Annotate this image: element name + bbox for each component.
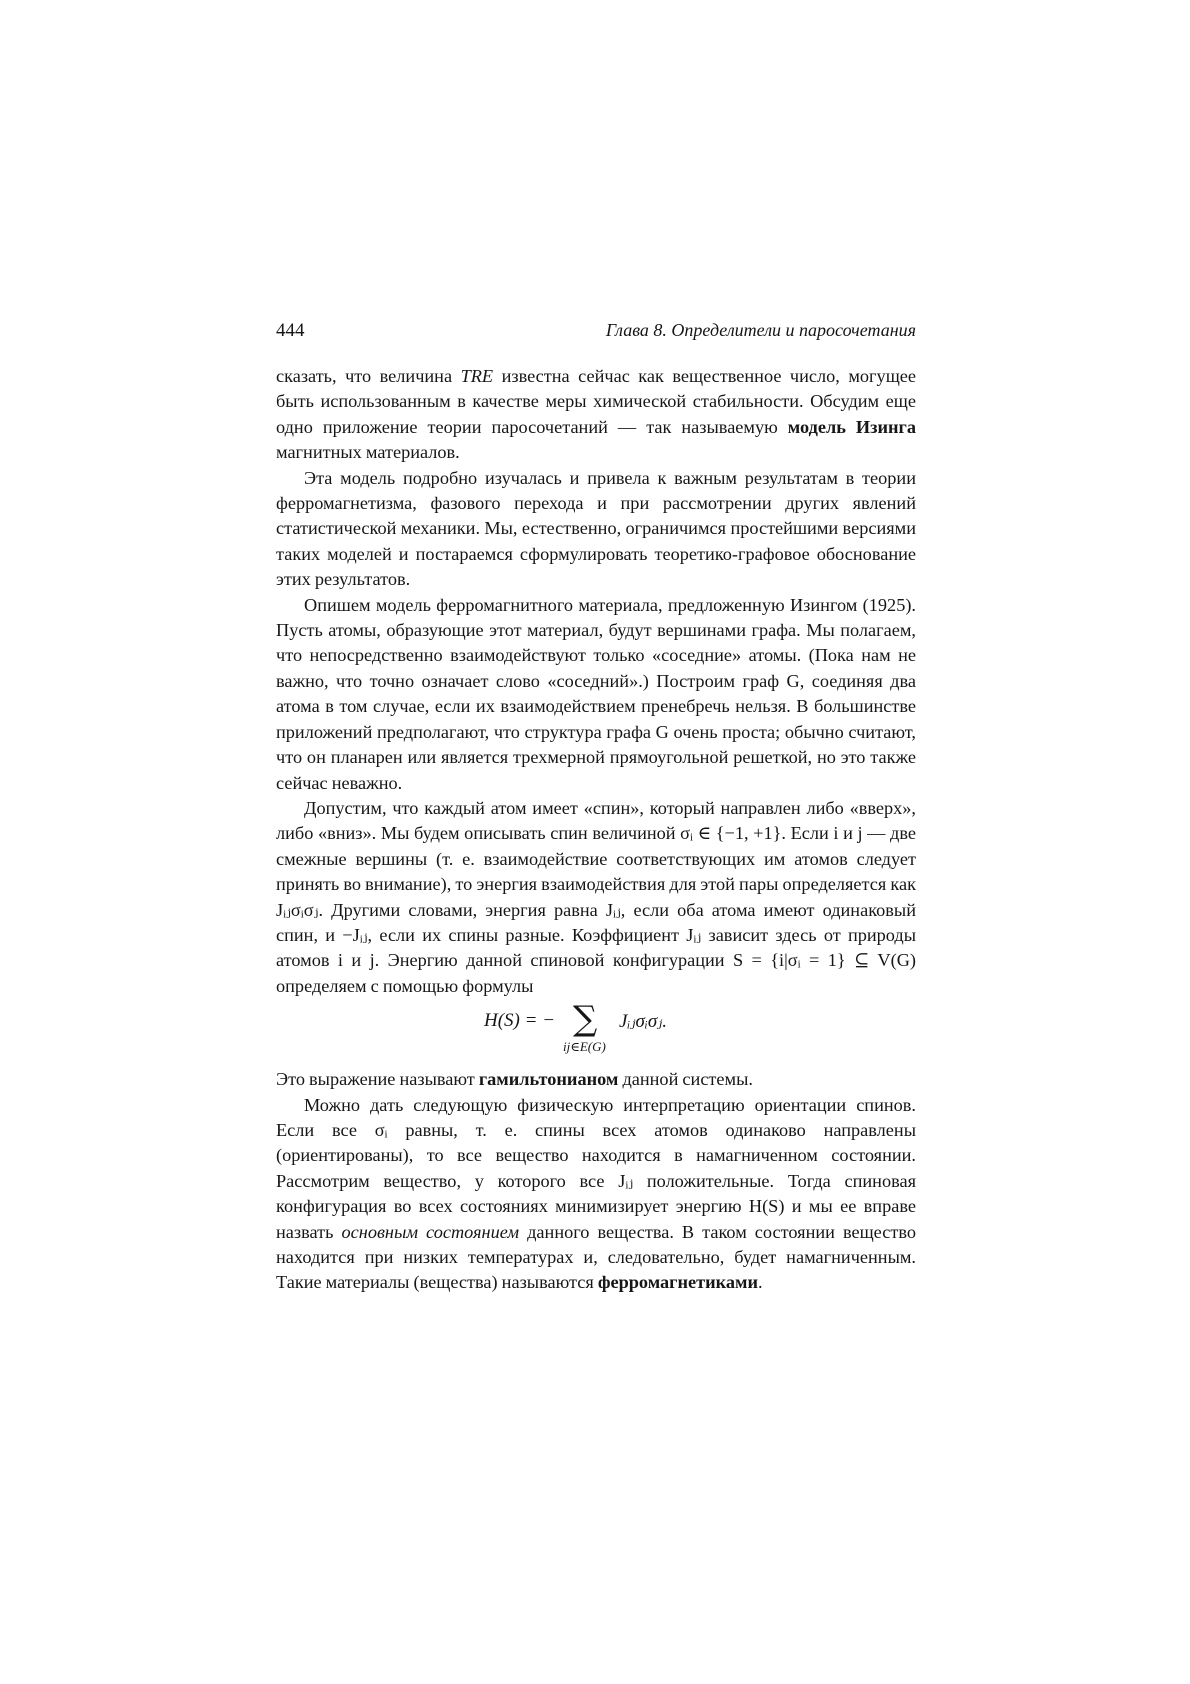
- hamiltonian-formula: [276, 1001, 916, 1063]
- p5-text-b: данной системы.: [618, 1069, 753, 1090]
- paragraph-3: Опишем модель ферромагнитного материала, предложенную Изингом (1925). Пусть атомы, образующие этот материал, будут вершинами графа. Мы полагаем, что непосредственно взаимодействуют только «соседние» атомы. (Пока нам не важно, что точно означает слово «соседний».) Построим граф G, соединяя два атома в том случае, если их взаимодействием пренебречь нельзя. В большинстве приложений предполагают, что структура графа G очень проста; обычно считают, что он планарен или является трехмерной прямоугольной решеткой, но это также сейчас неважно.: [276, 594, 916, 793]
- paragraph-4: Допустим, что каждый атом имеет «спин», который направлен либо «вверх», либо «вниз». Мы будем описывать спин величиной σᵢ ∈ {−1, +1}. Если i и j — две смежные вершины (т. е. взаимодействие соответствующих им атомов следует принять во внимание), то энергия взаимодействия для этой пары определяется как Jᵢⱼσᵢσⱼ. Другими словами, энергия равна Jᵢⱼ, если оба атома имеют одинаковый спин, и −Jᵢⱼ, если их спины разные. Коэффициент Jᵢⱼ зависит здесь от природы атомов i и j. Энергию данной спиновой конфигурации S = {i|σᵢ = 1} ⊆ V(G) определяем с помощью формулы: [276, 797, 916, 996]
- summation-subscript: ij∈E(G): [563, 1039, 606, 1055]
- p1-text-a: сказать, что величина: [276, 366, 461, 386]
- summation-symbol: ∑: [573, 999, 598, 1040]
- ising-model-term: модель Изинга: [787, 416, 916, 437]
- ferromagnets-term: ферромагнетиками: [597, 1272, 759, 1293]
- ground-state-term: основным состоянием: [341, 1221, 520, 1242]
- p1-text-c: магнитных материалов.: [276, 442, 460, 463]
- paragraph-2: Эта модель подробно изучалась и привела к важным результатам в теории ферромагнетизма, фазового перехода и при рассмотрении других явлений статистической механики. Мы, естественно, ограничимся простейшими версиями таких моделей и постараемся сформулировать теоретико-графовое обоснование этих результатов.: [276, 467, 916, 590]
- running-head: [276, 318, 916, 342]
- chapter-title: Глава 8. Определители и паросочетания: [605, 320, 916, 340]
- p6-text-b: данного вещества. В таком состоянии вещество находится при низких температурах и, следовательно, будет намагниченным. Такие материалы (вещества) называются: [276, 1221, 916, 1293]
- book-page: [276, 318, 916, 1296]
- formula-lhs: H(S) = −: [484, 1010, 556, 1032]
- p5-text-a: Это выражение называют: [276, 1069, 479, 1090]
- paragraph-1: [276, 364, 916, 466]
- page-number: 444: [276, 320, 305, 341]
- paragraph-5: [276, 1067, 916, 1092]
- p1-text-b: известна сейчас как вещественное число, могущее быть использованным в качестве меры химической стабильности. Обсудим еще одно приложение теории паросочетаний — так называемую: [276, 366, 916, 437]
- p6-text-c: .: [758, 1272, 763, 1293]
- formula-rhs: Jᵢⱼσᵢσⱼ.: [619, 1011, 667, 1033]
- hamiltonian-term: гамильтонианом: [478, 1069, 619, 1090]
- p6-text-a: Можно дать следующую физическую интерпретацию ориентации спинов. Если все σᵢ равны, т. е. спины всех атомов одинаково направлены (ориентированы), то все вещество находится в намагниченном состоянии. Рассмотрим вещество, у которого все Jᵢⱼ положительные. Тогда спиновая конфигурация во всех состояниях минимизирует энергию H(S) и мы ее вправе назвать: [276, 1094, 916, 1242]
- paragraph-6: [276, 1093, 916, 1296]
- tre-term: TRE: [460, 366, 494, 386]
